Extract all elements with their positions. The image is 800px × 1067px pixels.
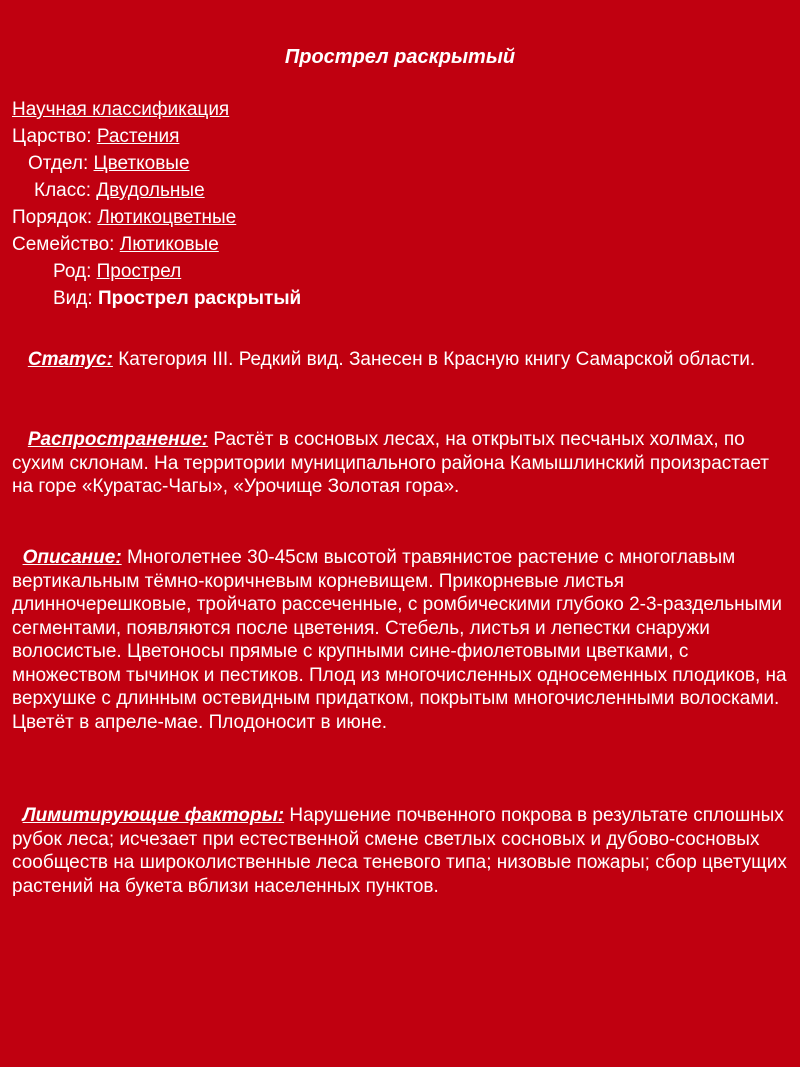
status-text: Категория III. Редкий вид. Занесен в Красную книгу Самарской области. xyxy=(112,349,756,370)
classification-block xyxy=(12,96,792,312)
page-title: Прострел раскрытый xyxy=(284,46,516,68)
link-family[interactable]: Лютиковые xyxy=(119,234,219,255)
row-division xyxy=(12,150,792,177)
key-kingdom: Царство: xyxy=(12,126,92,147)
key-family: Семейство: xyxy=(12,234,115,255)
description-label: Описание: xyxy=(22,547,122,568)
row-class xyxy=(12,177,792,204)
status-label: Статус: xyxy=(27,349,113,370)
distribution-paragraph xyxy=(12,428,792,499)
row-order xyxy=(12,204,792,231)
species-name: Прострел раскрытый xyxy=(97,288,302,309)
key-class: Класс: xyxy=(34,180,91,201)
link-kingdom[interactable]: Растения xyxy=(96,126,180,147)
status-paragraph xyxy=(12,348,792,372)
classification-heading[interactable]: Научная классификация xyxy=(12,99,230,120)
factors-label: Лимитирующие факторы: xyxy=(22,805,285,826)
row-species xyxy=(12,285,792,312)
description-text: Многолетнее 30-45см высотой травянистое растение с многоглавым вертикальным тёмно-коричневым корневищем. Прикорневые листья длинночерешковые, тройчато рассеченные, с ромбическими глубоко 2-3-раздельными сегментами, появляются после цветения. Стебель, листья и лепестки снаружи волосистые. Цветоносы прямые с крупными сине-фиолетовыми цветками, с множеством тычинок и пестиков. Плод из многочисленных односеменных плодиков, на верхушке с длинным остевидным придатком, покрытым многочисленными волосками. Цветёт в апреле-мае. Плодоносит в июне. xyxy=(12,547,787,733)
row-family xyxy=(12,231,792,258)
key-species: Вид: xyxy=(53,288,93,309)
link-order[interactable]: Лютикоцветные xyxy=(97,207,237,228)
distribution-text: Растёт в сосновых лесах, на открытых песчаных холмах, по сухим склонам. На территории муниципального района Камышлинский произрастает на горе «Куратас-Чагы», «Урочище Золотая гора». xyxy=(12,429,769,497)
row-genus xyxy=(12,258,792,285)
distribution-label: Распространение: xyxy=(27,429,209,450)
link-genus[interactable]: Прострел xyxy=(96,261,182,282)
link-division[interactable]: Цветковые xyxy=(93,153,190,174)
factors-text: Нарушение почвенного покрова в результате сплошных рубок леса; исчезает при естественной смене светлых сосновых и дубово-сосновых сообществ на широколиственные леса теневого типа; низовые пожары; сбор цветущих растений на букета вблизи населенных пунктов. xyxy=(12,805,787,897)
description-paragraph xyxy=(12,546,792,734)
link-class[interactable]: Двудольные xyxy=(96,180,205,201)
key-division: Отдел: xyxy=(28,153,89,174)
key-order: Порядок: xyxy=(12,207,93,228)
row-kingdom xyxy=(12,123,792,150)
factors-paragraph xyxy=(12,804,792,898)
key-genus: Род: xyxy=(53,261,92,282)
